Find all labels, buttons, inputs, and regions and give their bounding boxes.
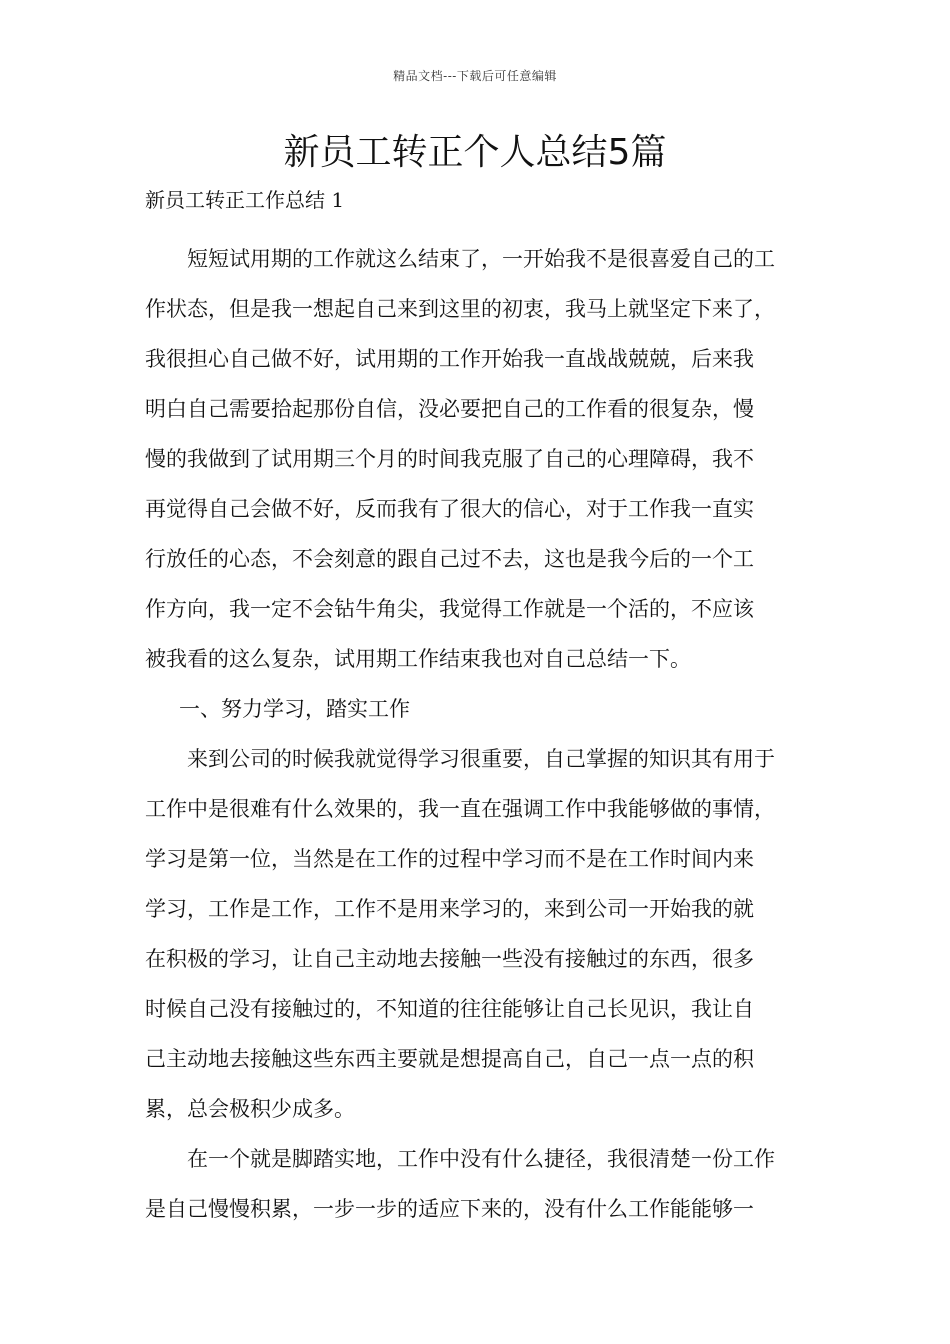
document-body xyxy=(145,183,810,1234)
header-note: 精品文档---下载后可任意编辑 xyxy=(393,69,557,83)
section-subtitle: 新员工转正工作总结 1 xyxy=(145,188,345,212)
document-title: 新员工转正个人总结5篇 xyxy=(283,132,667,173)
paragraph-study: 来到公司的时候我就觉得学习很重要，自己掌握的知识其有用于 工作中是很难有什么效果的，我一直在强调工作中我能够做的事情， 学习是第一位，当然是在工作的过程中学习而不是在工作时间内来 学习，工作是工作，工作不是用来学习的，来到公司一开始我的就 在积极的学习，让自己主动地去接触一些没有接触过的东西，很多 时候自己没有接触过的，不知道的往往能够让自己长见识，我让自 己主动地去接触这些东西主要就是想提高自己，自己一点一点的积 累，总会极积少成多。 xyxy=(145,747,775,1121)
paragraph-practice: 在一个就是脚踏实地，工作中没有什么捷径，我很清楚一份工作 是自己慢慢积累，一步一步的适应下来的，没有什么工作能能够一 xyxy=(145,1147,775,1221)
section-heading-study: 一、努力学习，踏实工作 xyxy=(179,697,410,721)
paragraph-intro: 短短试用期的工作就这么结束了，一开始我不是很喜爱自己的工 作状态，但是我一想起自己来到这里的初衷，我马上就坚定下来了， 我很担心自己做不好，试用期的工作开始我一直战战兢兢，后来我 明白自己需要拾起那份自信，没必要把自己的工作看的很复杂，慢 慢的我做到了试用期三个月的时间我克服了自己的心理障碍，我不 再觉得自己会做不好，反而我有了很大的信心，对于工作我一直实 行放任的心态，不会刻意的跟自己过不去，这也是我今后的一个工 作方向，我一定不会钻牛角尖，我觉得工作就是一个活的，不应该 被我看的这么复杂，试用期工作结束我也对自己总结一下。 xyxy=(145,247,775,671)
